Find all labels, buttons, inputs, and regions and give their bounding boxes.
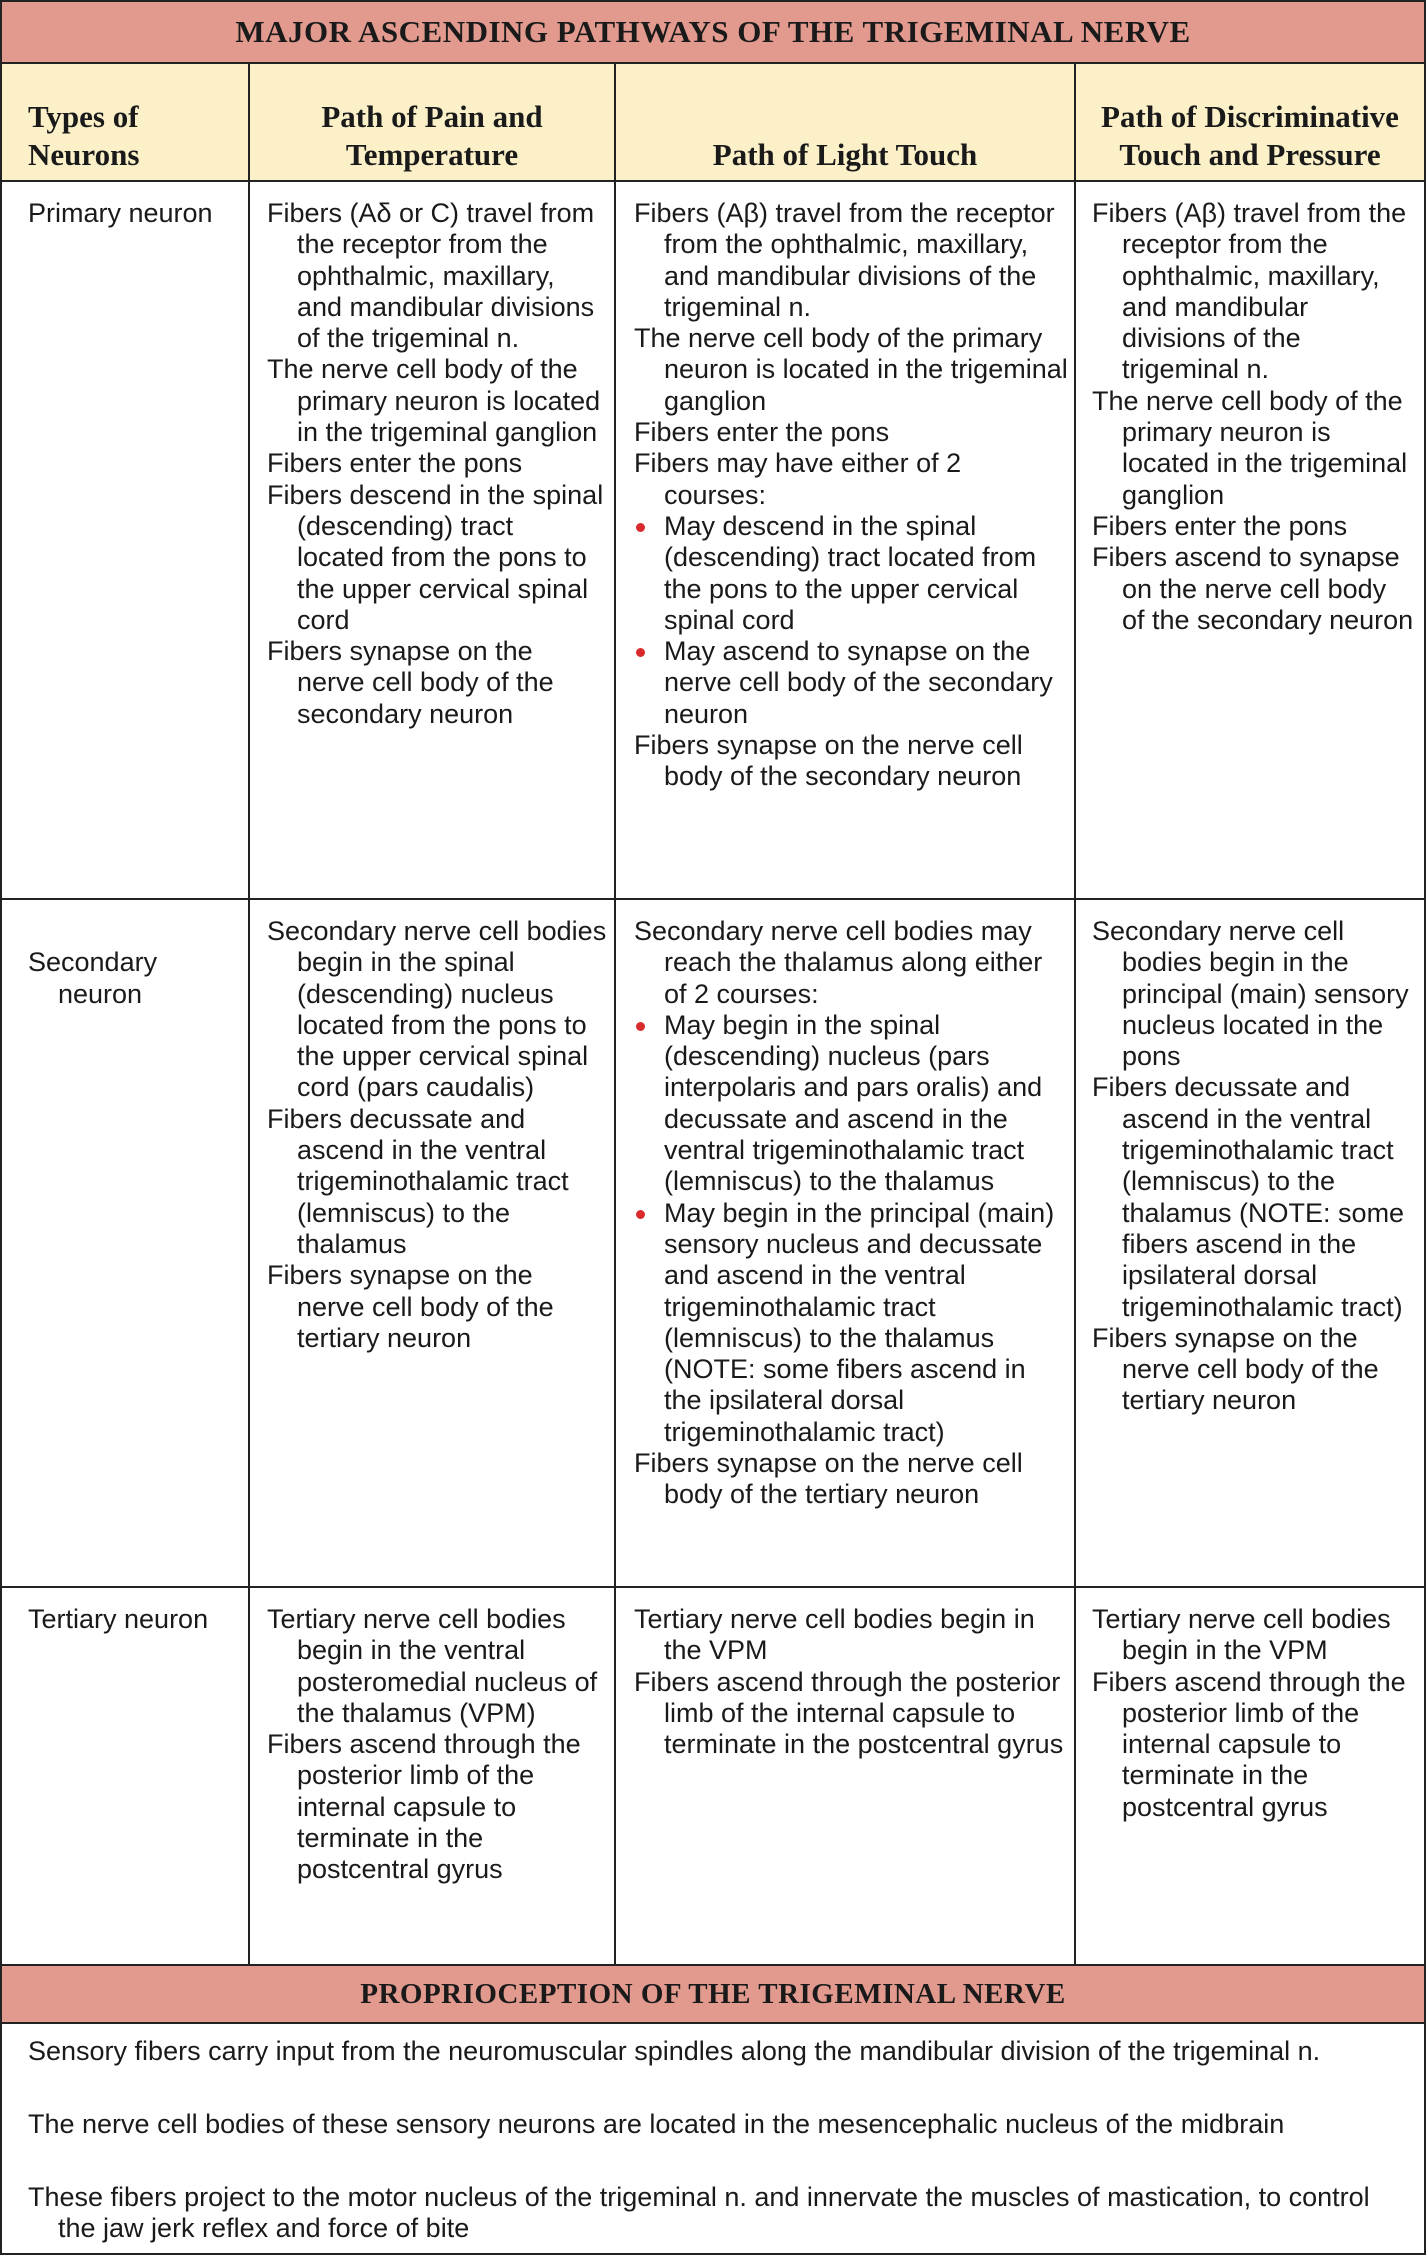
- row-divider: [2, 898, 1424, 900]
- cell-primary-discrim: [1092, 198, 1414, 636]
- column-divider: [1074, 64, 1076, 1964]
- list-item: Secondary nerve cell bodies begin in the principal (main) sensory nucleus located in the pons: [1092, 916, 1409, 1072]
- list-item: Fibers ascend to synapse on the nerve cell body of the secondary neuron: [1092, 542, 1414, 635]
- header-light: Path of Light Touch: [712, 137, 978, 172]
- column-divider: [248, 64, 250, 1964]
- list-item: Fibers enter the pons: [267, 448, 523, 479]
- list-item: Fibers enter the pons: [634, 417, 890, 448]
- header-pain: Path of Pain and Temperature: [321, 99, 543, 172]
- proprioception-item: The nerve cell bodies of these sensory neurons are located in the mesencephalic nucleus of the midbrain: [28, 2109, 1285, 2139]
- list-item: Fibers (Aβ) travel from the receptor from the ophthalmic, maxillary, and mandibular divisions of the trigeminal n.: [1092, 198, 1407, 385]
- row-label-primary: Primary neuron: [28, 198, 213, 228]
- list-item: Fibers ascend through the posterior limb of the internal capsule to terminate in the postcentral gyrus: [1092, 1666, 1406, 1822]
- list-item: Tertiary nerve cell bodies begin in the VPM: [1092, 1604, 1391, 1666]
- list-item: Tertiary nerve cell bodies begin in the VPM: [634, 1604, 1035, 1666]
- table-title: MAJOR ASCENDING PATHWAYS OF THE TRIGEMINAL NERVE: [2, 2, 1424, 64]
- bullet-item: May begin in the spinal (descending) nucleus (pars interpolaris and pars oralis) and decussate and ascend in the ventral trigeminothalamic tract (lemniscus) to the thalamus: [634, 1010, 1068, 1198]
- cell-tertiary-discrim: [1092, 1604, 1414, 1823]
- list-item: Fibers synapse on the nerve cell body of the tertiary neuron: [634, 1448, 1023, 1510]
- cell-secondary-light: [634, 916, 1068, 1511]
- header-row: [2, 64, 1424, 182]
- bullet-item: May begin in the principal (main) sensory nucleus and decussate and ascend in the ventral trigeminothalamic tract (lemniscus) to the thalamus (NOTE: some fibers ascend in the ipsilateral dorsal trigeminothalamic tract): [634, 1198, 1068, 1448]
- proprioception-item: These fibers project to the motor nucleus of the trigeminal n. and innervate the muscles of mastication, to control the jaw jerk reflex and force of bite: [28, 2182, 1370, 2244]
- list-item: The nerve cell body of the primary neuron is located in the trigeminal ganglion: [267, 354, 601, 448]
- proprioception-title: PROPRIOCEPTION OF THE TRIGEMINAL NERVE: [2, 1964, 1424, 2024]
- column-divider: [614, 64, 616, 1964]
- bullet-item: May descend in the spinal (descending) tract located from the pons to the upper cervical spinal cord: [634, 511, 1068, 636]
- list-item: Secondary nerve cell bodies begin in the spinal (descending) nucleus located from the pons to the upper cervical spinal cord (pars caudalis): [267, 916, 607, 1103]
- list-item: Fibers ascend through the posterior limb of the internal capsule to terminate in the postcentral gyrus: [634, 1666, 1064, 1760]
- list-item: Fibers descend in the spinal (descending) tract located from the pons to the upper cervical spinal cord: [267, 479, 604, 635]
- list-item: Fibers decussate and ascend in the ventral trigeminothalamic tract (lemniscus) to the thalamus (NOTE: some fibers ascend in the ipsilateral dorsal trigeminothalamic tract): [1092, 1072, 1405, 1322]
- list-item: Tertiary nerve cell bodies begin in the ventral posteromedial nucleus of the thalamus (VPM): [267, 1604, 598, 1728]
- header-discrim: Path of Discriminative Touch and Pressure: [1101, 99, 1399, 172]
- list-item: Fibers enter the pons: [1092, 510, 1348, 541]
- list-item: Fibers may have either of 2 courses:: [634, 448, 962, 510]
- list-item: Fibers synapse on the nerve cell body of the tertiary neuron: [267, 1260, 554, 1353]
- list-item: Fibers synapse on the nerve cell body of the secondary neuron: [267, 636, 554, 729]
- list-item: The nerve cell body of the primary neuron is located in the trigeminal ganglion: [634, 323, 1068, 416]
- cell-primary-pain: [267, 198, 607, 730]
- list-item: Fibers decussate and ascend in the ventral trigeminothalamic tract (lemniscus) to the thalamus: [267, 1103, 569, 1259]
- cell-tertiary-pain: [267, 1604, 607, 1886]
- row-label-secondary: Secondary neuron: [28, 947, 158, 1009]
- list-item: Fibers synapse on the nerve cell body of the tertiary neuron: [1092, 1322, 1379, 1416]
- header-types: Types of Neurons: [28, 99, 140, 172]
- cell-primary-light: [634, 198, 1068, 793]
- cell-secondary-discrim: [1092, 916, 1414, 1417]
- list-item: The nerve cell body of the primary neuron is located in the trigeminal ganglion: [1092, 385, 1408, 510]
- list-item: Fibers ascend through the posterior limb of the internal capsule to terminate in the postcentral gyrus: [267, 1729, 581, 1885]
- row-label-tertiary: Tertiary neuron: [28, 1604, 209, 1634]
- list-item: Fibers (Aβ) travel from the receptor from the ophthalmic, maxillary, and mandibular divisions of the trigeminal n.: [634, 198, 1055, 322]
- bullet-item: May ascend to synapse on the nerve cell body of the secondary neuron: [634, 636, 1068, 730]
- cell-secondary-pain: [267, 916, 607, 1354]
- row-divider: [2, 1586, 1424, 1588]
- list-item: Fibers (Aδ or C) travel from the receptor from the ophthalmic, maxillary, and mandibular divisions of the trigeminal n.: [267, 198, 595, 354]
- cell-tertiary-light: [634, 1604, 1068, 1760]
- list-item: Secondary nerve cell bodies may reach the thalamus along either of 2 courses:: [634, 916, 1043, 1009]
- list-item: Fibers synapse on the nerve cell body of the secondary neuron: [634, 730, 1023, 792]
- proprioception-item: Sensory fibers carry input from the neuromuscular spindles along the mandibular division of the trigeminal n.: [28, 2036, 1321, 2066]
